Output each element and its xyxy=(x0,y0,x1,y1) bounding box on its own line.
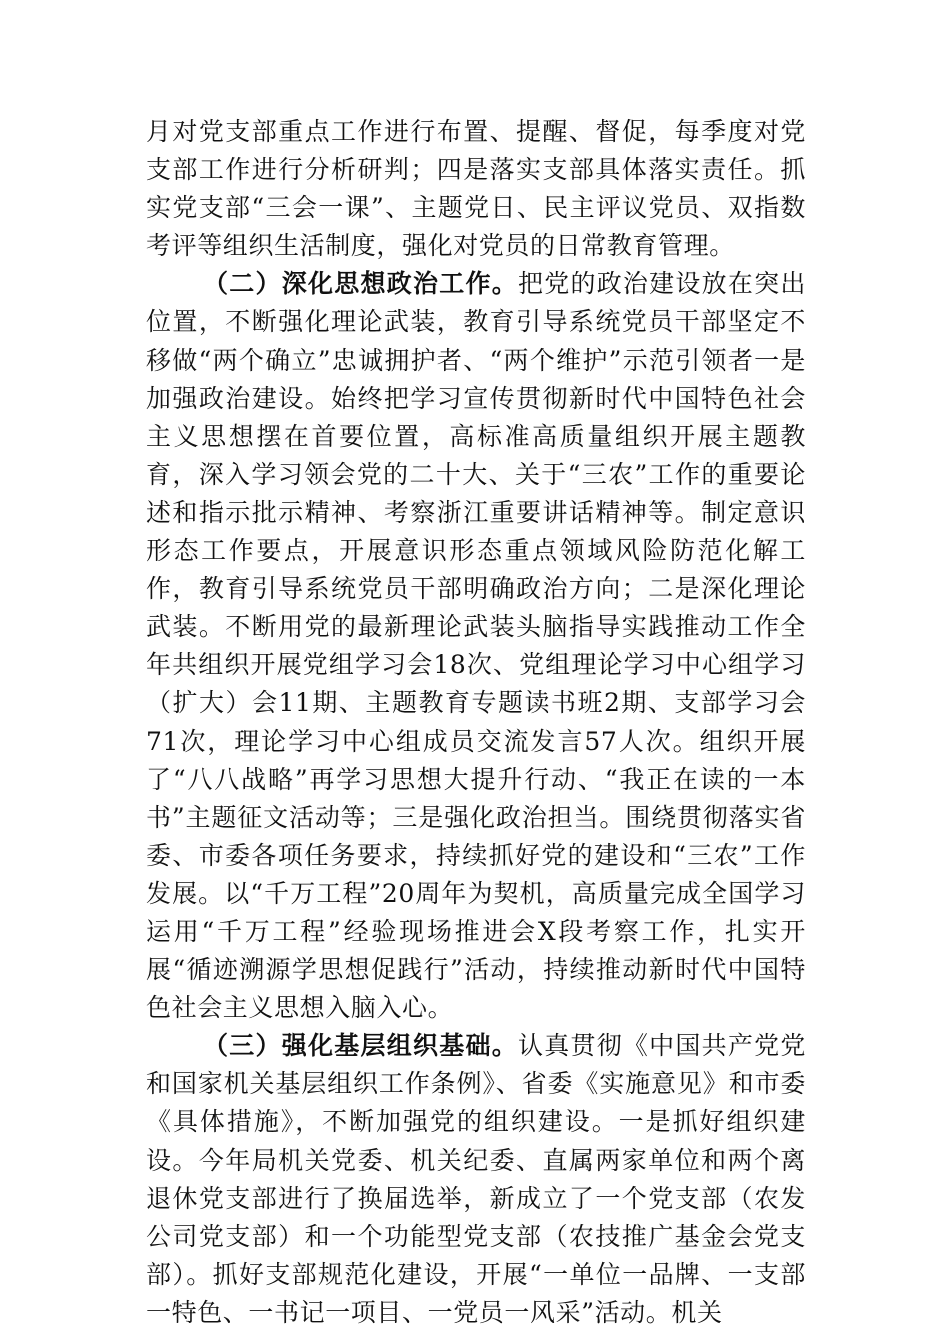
document-body xyxy=(146,113,806,1332)
paragraph-text: 月对党支部重点工作进行布置、提醒、督促，每季度对党支部工作进行分析研判；四是落实支部具体落实责任。抓实党支部“三会一课”、主题党日、民主评议党员、双指数考评等组织生活制度，强化对党员的日常教育管理。 xyxy=(146,117,806,261)
paragraph-text: 认真贯彻《中国共产党党和国家机关基层组织工作条例》、省委《实施意见》和市委《具体措施》，不断加强党的组织建设。一是抓好组织建设。今年局机关党委、机关纪委、直属两家单位和两个离退休党支部进行了换届选举，新成立了一个党支部（农发公司党支部）和一个功能型党支部（农技推广基金会党支部）。抓好支部规范化建设，开展“一单位一品牌、一支部一特色、一书记一项目、一党员一风采”活动。机关 xyxy=(146,1031,807,1327)
section-heading: （二）深化思想政治工作。 xyxy=(203,269,518,299)
paragraph-continuation xyxy=(146,113,806,265)
paragraph-section-three xyxy=(146,1027,806,1332)
paragraph-section-two xyxy=(146,265,806,1027)
paragraph-text: 把党的政治建设放在突出位置，不断强化理论武装，教育引导系统党员干部坚定不移做“两个确立”忠诚拥护者、“两个维护”示范引领者一是加强政治建设。始终把学习宣传贯彻新时代中国特色社会主义思想摆在首要位置，高标准高质量组织开展主题教育，深入学习领会党的二十大、关于“三农”工作的重要论述和指示批示精神、考察浙江重要讲话精神等。制定意识形态工作要点，开展意识形态重点领域风险防范化解工作，教育引导系统党员干部明确政治方向；二是深化理论武装。不断用党的最新理论武装头脑指导实践推动工作全年共组织开展党组学习会18次、党组理论学习中心组学习（扩大）会11期、主题教育专题读书班2期、支部学习会71次，理论学习中心组成员交流发言57人次。组织开展了“八八战略”再学习思想大提升行动、“我正在读的一本书”主题征文活动等；三是强化政治担当。围绕贯彻落实省委、市委各项任务要求，持续抓好党的建设和“三农”工作发展。以“千万工程”20周年为契机，高质量完成全国学习运用“千万工程”经验现场推进会X段考察工作，扎实开展“循迹溯源学思想促践行”活动，持续推动新时代中国特色社会主义思想入脑入心。 xyxy=(146,269,807,1023)
section-heading: （三）强化基层组织基础。 xyxy=(203,1031,518,1061)
